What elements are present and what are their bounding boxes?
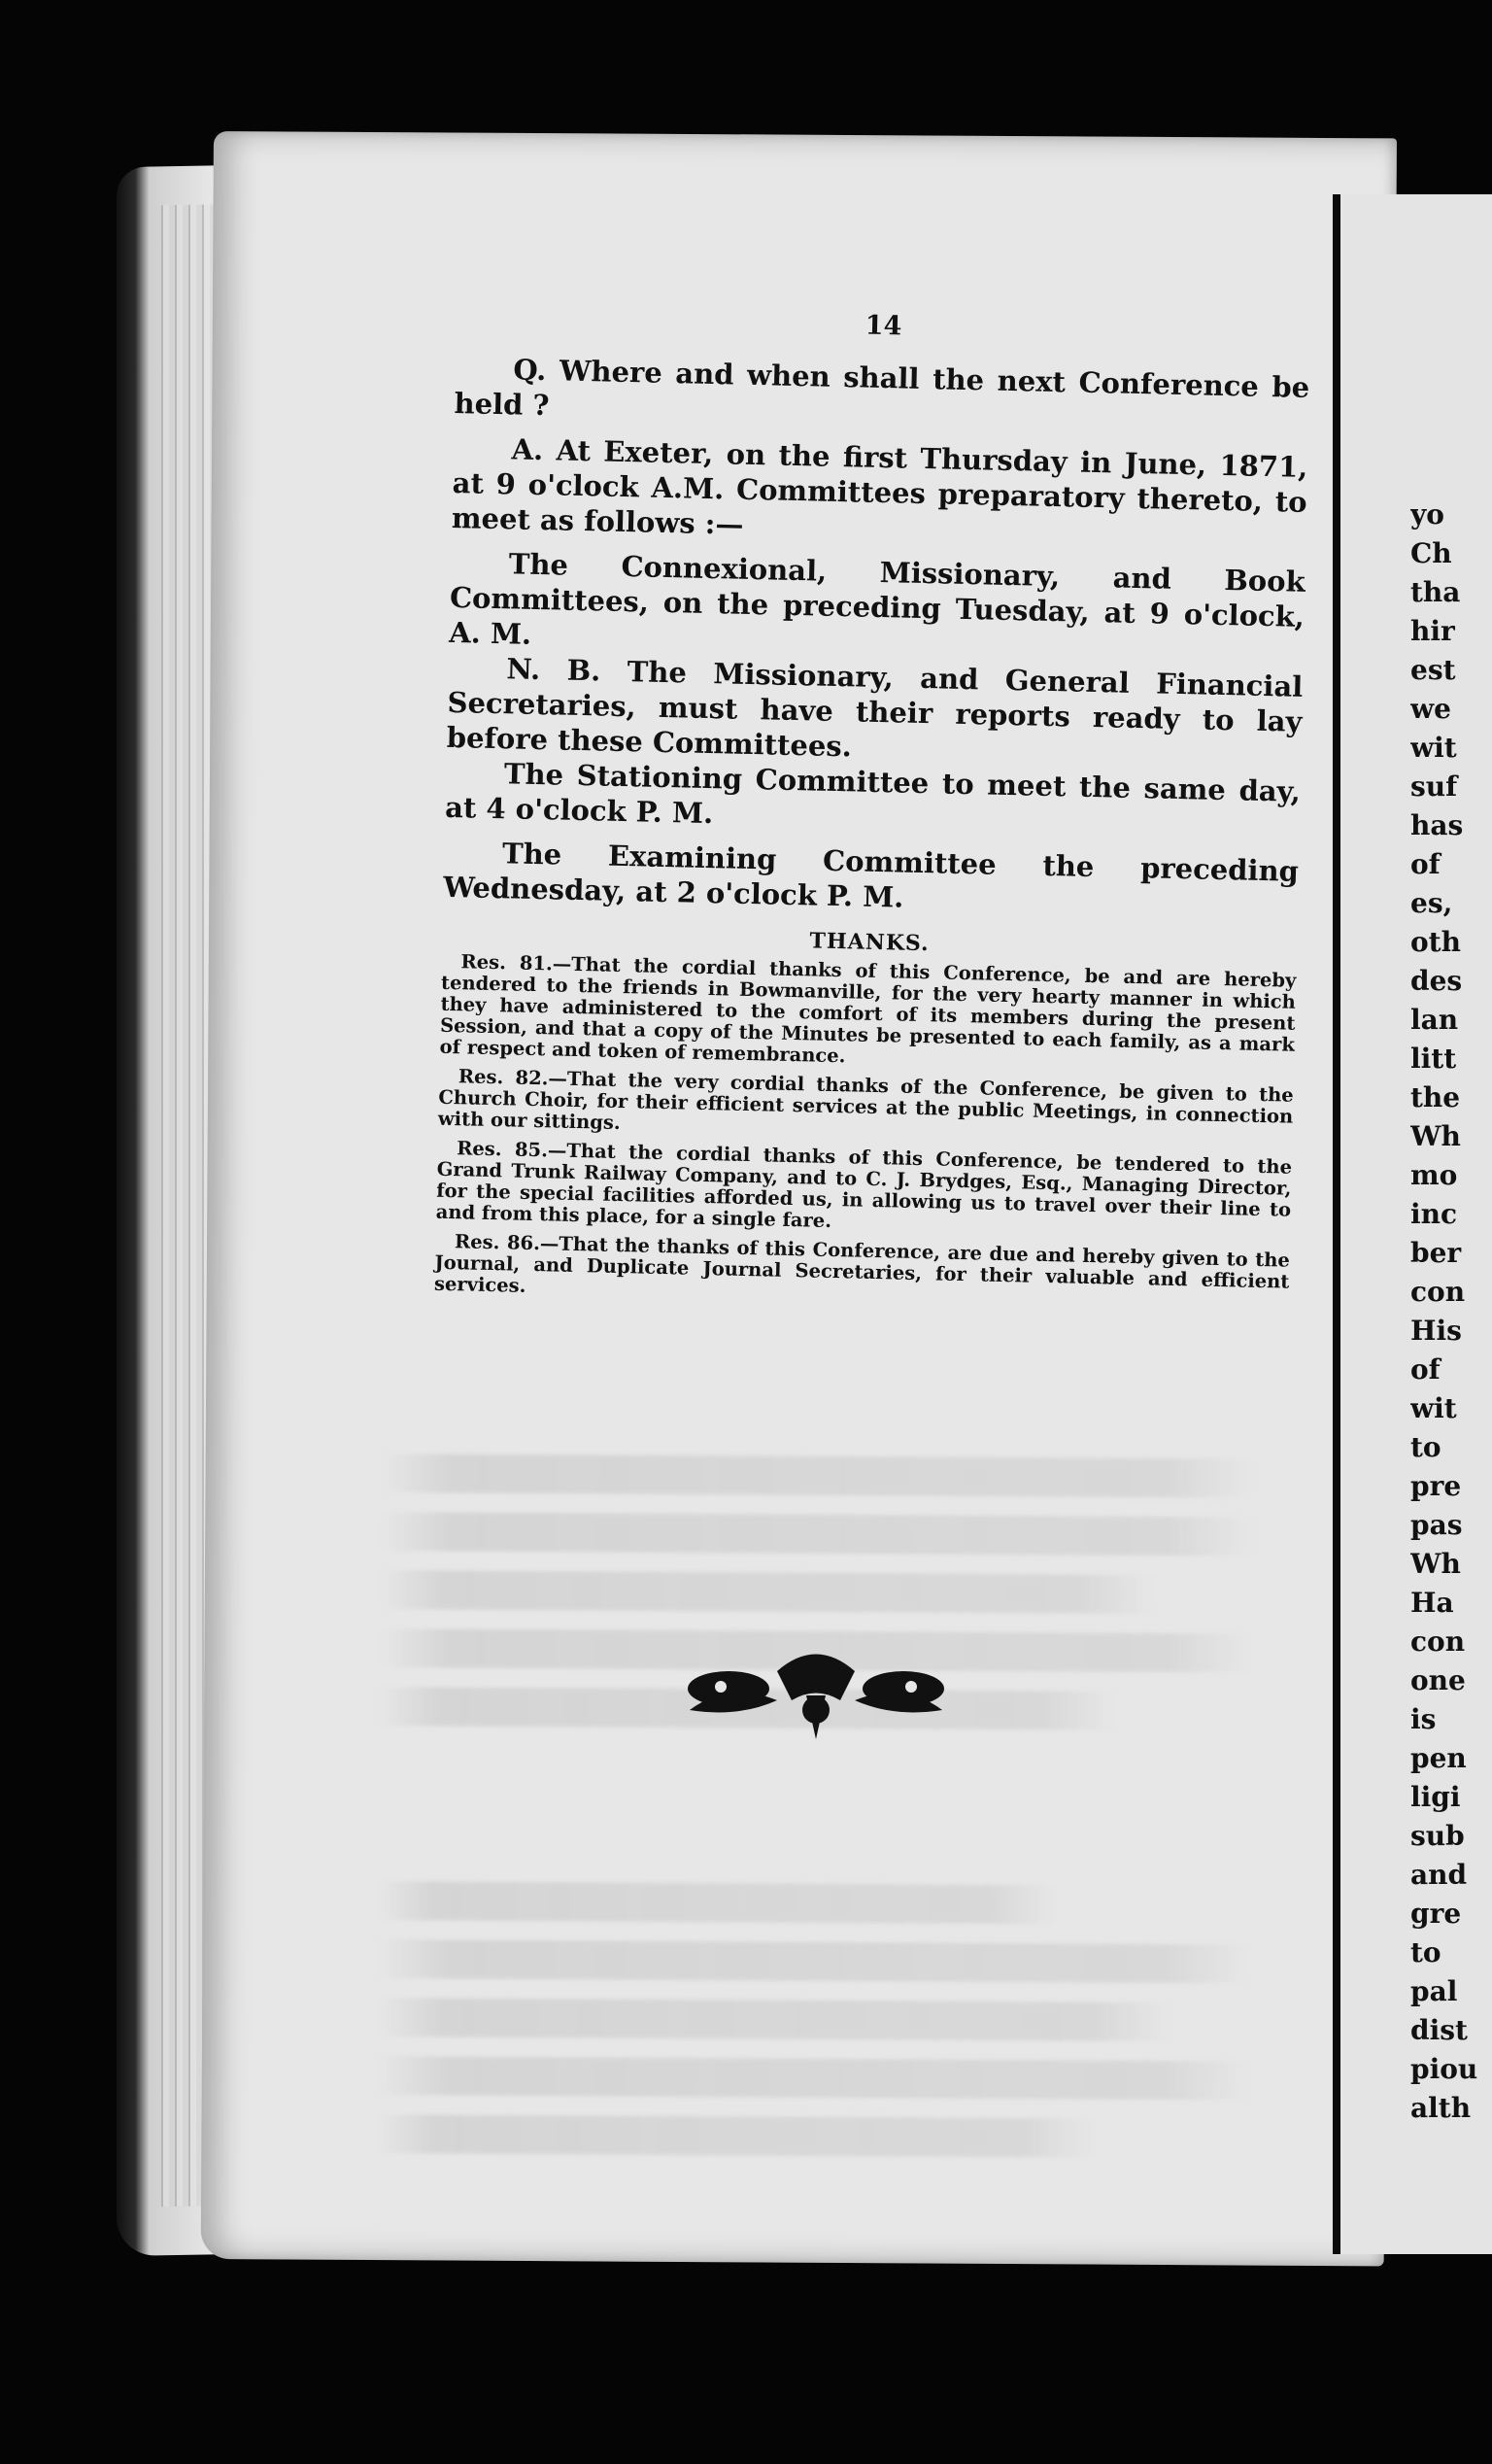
page-number: 14 [865,310,902,342]
fragment: to [1410,1936,1441,1968]
fragment: yo [1410,498,1444,530]
fragment: sub [1410,1820,1465,1852]
fragment: mo [1410,1159,1458,1191]
fragment: dist [1410,2014,1468,2046]
fragment: pas [1410,1509,1463,1541]
fragment: wit [1410,732,1457,764]
fragment: est [1410,654,1456,686]
fragment: hir [1410,615,1455,647]
fragment: of [1410,1353,1441,1386]
fragment: Ha [1410,1587,1454,1619]
fragment: is [1410,1703,1437,1735]
fragment: one [1410,1664,1466,1696]
committee-line: The Examining Committee the preceding Wednesday, at 2 o'clock P. M. [442,837,1300,914]
fragment: tha [1410,576,1461,608]
resolution: Res. 86.—That the thanks of this Conference, are due and hereby given to the Journal, and Duplicate Journal Secretaries, for their valuable and efficient services. [433,1230,1291,1297]
question-text: Q. Where and when shall the next Conference be held ? [454,353,1310,423]
fragment: con [1410,1626,1466,1658]
resolution: Res. 81.—That the cordial thanks of this Conference, be and are hereby tendered to the friends in Bowmanville, for the very hearty manner in which they have administered to the comfort of its members during the present Session, and that a copy of the Minutes be presented to each family, as a mark of respect and token of remembrance. [439,950,1297,1068]
fragment: litt [1410,1043,1457,1075]
fragment: pen [1410,1742,1467,1774]
answer-text: A. At Exeter, on the first Thursday in June, 1871, at 9 o'clock A.M. Committees preparatory thereto, to meet as follows :— [451,432,1308,541]
fragment: pre [1410,1470,1462,1502]
fragment: alth [1410,2092,1472,2124]
facing-page-text [1410,496,1492,2464]
fragment: Ch [1410,537,1452,569]
printer-ornament-icon [670,1642,962,1749]
fragment: the [1410,1081,1461,1113]
fragment: inc [1410,1198,1458,1230]
fragment: to [1410,1431,1441,1463]
fragment: and [1410,1859,1468,1891]
fragment: ber [1410,1237,1462,1269]
thanks-heading: THANKS. [809,928,931,957]
fragment: ligi [1410,1781,1461,1813]
fragment: des [1410,965,1463,997]
fragment: suf [1410,770,1458,803]
page-content [434,301,1311,1322]
committee-line: The Stationing Committee to meet the same day, at 4 o'clock P. M. [444,757,1302,831]
fragment: His [1410,1315,1462,1347]
fragment: wit [1410,1392,1457,1424]
fragment: Wh [1410,1548,1461,1580]
fragment: piou [1410,2053,1478,2085]
fragment: Wh [1410,1120,1461,1152]
fragment: we [1410,693,1451,725]
fragment: has [1410,809,1464,841]
fragment: lan [1410,1004,1459,1036]
resolution: Res. 85.—That the cordial thanks of this Conference, be tendered to the Grand Trunk Railway Company, and to C. J. Brydges, Esq., Managing Director, for the special facilities afforded us, in allowing us to travel over their line to and from this place, for a single fare. [435,1137,1293,1232]
committee-line: N. B. The Missionary, and General Financial Secretaries, must have their reports ready to lay before these Committees. [446,652,1304,764]
fragment: es, [1410,887,1453,919]
committee-line: The Connexional, Missionary, and Book Committees, on the preceding Tuesday, at 9 o'clock, A. M. [448,547,1306,651]
fragment: oth [1410,926,1461,958]
fragment: pal [1410,1975,1458,2007]
fragment: con [1410,1276,1466,1308]
resolution: Res. 82.—That the very cordial thanks of the Conference, be given to the Church Choir, for their efficient services at the public Meetings, in connection with our sittings. [437,1065,1294,1135]
fragment: gre [1410,1898,1462,1930]
fragment: of [1410,848,1441,880]
